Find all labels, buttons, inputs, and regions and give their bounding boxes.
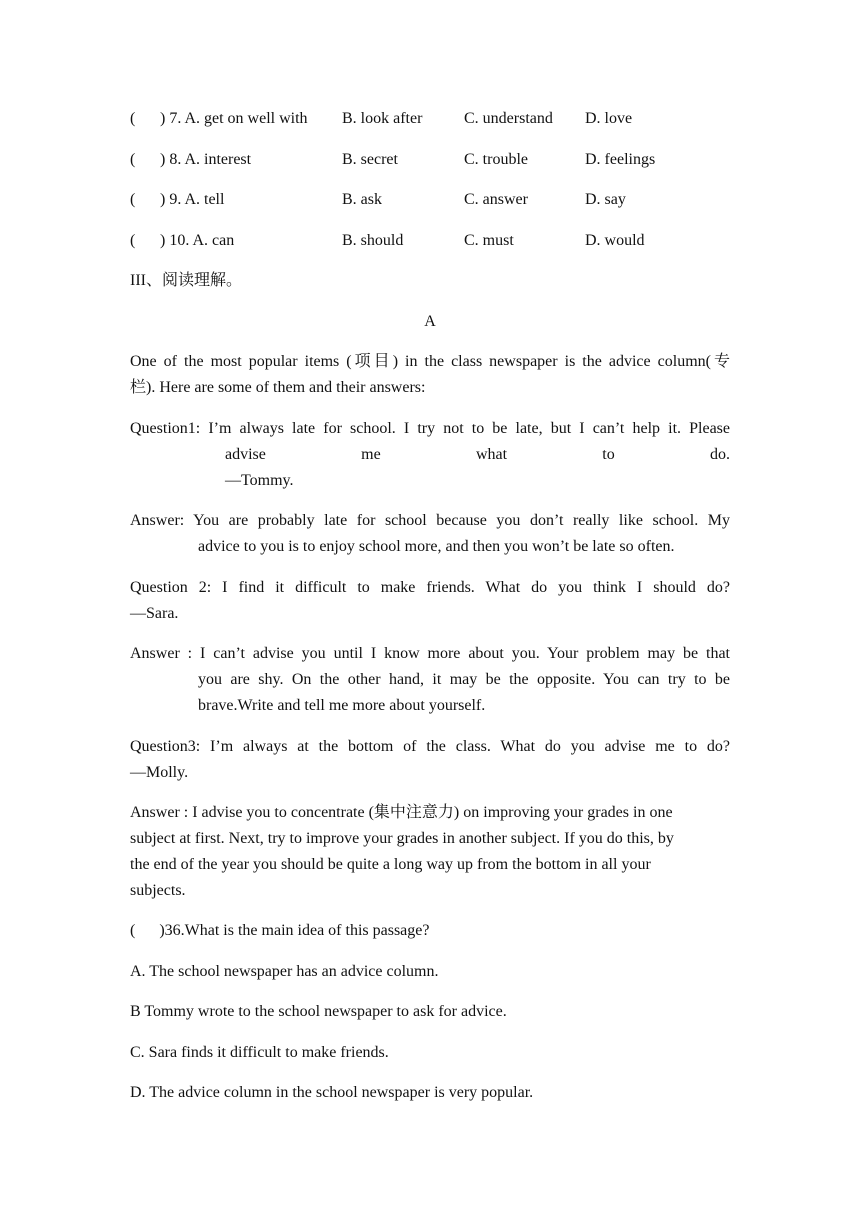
option-36-b[interactable]: B Tommy wrote to the school newspaper to ask for advice.: [130, 1003, 507, 1020]
answer-blank[interactable]: (: [130, 151, 136, 168]
question3-signature: —Molly.: [130, 764, 189, 781]
option-b: B. ask: [342, 191, 382, 208]
section-heading: III、阅读理解。: [130, 272, 242, 289]
question1-signature: —Tommy.: [225, 472, 294, 489]
answer1-line-1: Answer: You are probably late for school because you don’t really like school. My: [130, 512, 730, 529]
option-d: D. love: [585, 110, 633, 127]
option-c: C. trouble: [464, 151, 528, 168]
option-36-c[interactable]: C. Sara finds it difficult to make friends.: [130, 1044, 389, 1061]
answer2-line-2: you are shy. On the other hand, it may be the opposite. You can try to be: [198, 671, 730, 688]
option-c: C. answer: [464, 191, 528, 208]
intro-line-1: One of the most popular items (项目) in the class newspaper is the advice column(专: [130, 353, 730, 370]
intro-line-2: 栏). Here are some of them and their answers:: [130, 379, 426, 396]
question1-line-2: advise me what to do.: [225, 446, 730, 463]
option-a: ) 8. A. interest: [160, 151, 252, 168]
answer1-line-2: advice to you is to enjoy school more, and then you won’t be late so often.: [198, 538, 675, 555]
option-d: D. would: [585, 232, 645, 249]
answer-blank[interactable]: (: [130, 191, 136, 208]
cloze-question-8: [130, 148, 730, 172]
passage-letter: A: [424, 313, 436, 330]
option-36-d[interactable]: D. The advice column in the school newspaper is very popular.: [130, 1084, 534, 1101]
cloze-question-7: [130, 107, 730, 131]
answer2-line-3: brave.Write and tell me more about yourself.: [198, 697, 486, 714]
option-36-a[interactable]: A. The school newspaper has an advice column.: [130, 963, 439, 980]
question-36[interactable]: ( )36.What is the main idea of this passage?: [130, 922, 430, 939]
answer3-line-2: subject at first. Next, try to improve your grades in another subject. If you do this, by: [130, 830, 674, 847]
answer2-line-1: Answer : I can’t advise you until I know more about you. Your problem may be that: [130, 645, 730, 662]
answer3-line-4: subjects.: [130, 882, 186, 899]
option-b: B. secret: [342, 151, 398, 168]
option-a: ) 10. A. can: [160, 232, 235, 249]
option-c: C. understand: [464, 110, 553, 127]
answer3-line-1: Answer : I advise you to concentrate (集中注意力) on improving your grades in one: [130, 804, 673, 821]
question2-signature: —Sara.: [130, 605, 179, 622]
answer-blank[interactable]: (: [130, 232, 136, 249]
option-b: B. should: [342, 232, 404, 249]
answer-blank[interactable]: (: [130, 110, 136, 127]
option-c: C. must: [464, 232, 514, 249]
answer3-line-3: the end of the year you should be quite a long way up from the bottom in all your: [130, 856, 651, 873]
question1-line-1: Question1: I’m always late for school. I try not to be late, but I can’t help it. Please: [130, 420, 730, 437]
option-d: D. say: [585, 191, 626, 208]
option-a: ) 7. A. get on well with: [160, 110, 308, 127]
cloze-question-10: [130, 229, 730, 253]
question2-line-1: Question 2: I find it difficult to make friends. What do you think I should do?: [130, 579, 730, 596]
option-a: ) 9. A. tell: [160, 191, 225, 208]
question3-line-1: Question3: I’m always at the bottom of the class. What do you advise me to do?: [130, 738, 730, 755]
cloze-question-9: [130, 188, 730, 212]
option-d: D. feelings: [585, 151, 656, 168]
option-b: B. look after: [342, 110, 423, 127]
